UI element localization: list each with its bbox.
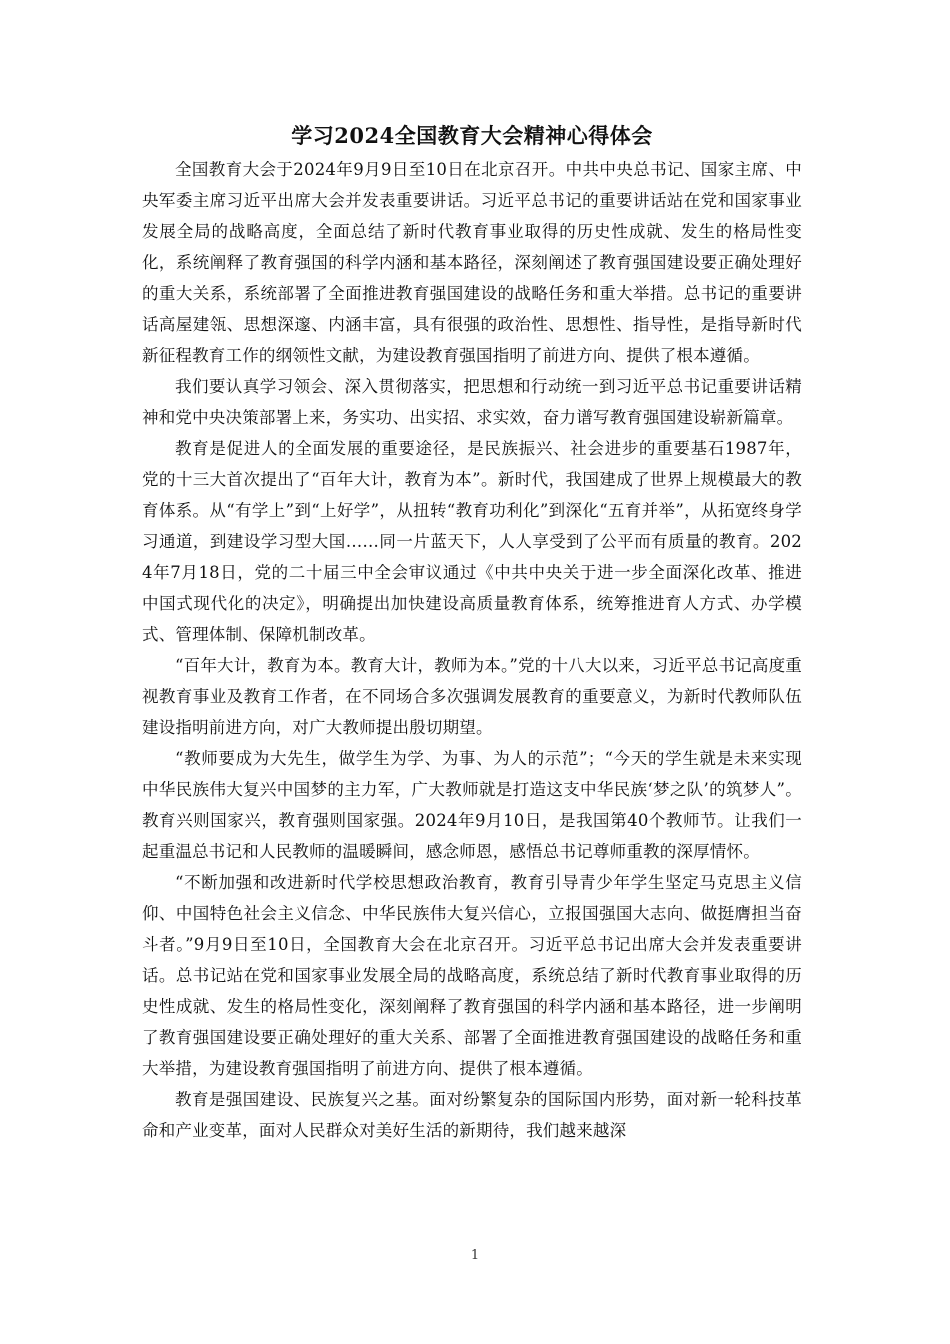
paragraph-3: 教育是促进人的全面发展的重要途径，是民族振兴、社会进步的重要基石1987年，党的十三大首次提出了“百年大计，教育为本”。新时代，我国建成了世界上规模最大的教育体系。从“有学上”到“上好学”，从扭转“教育功利化”到深化“五育并举”，从拓宽终身学习通道，到建设学习型大国……同一片蓝天下，人人享受到了公平而有质量的教育。2024年7月18日，党的二十届三中全会审议通过《中共中央关于进一步全面深化改革、推进中国式现代化的决定》，明确提出加快建设高质量教育体系，统筹推进育人方式、办学模式、管理体制、保障机制改革。 — [142, 439, 802, 644]
paragraph-6: “不断加强和改进新时代学校思想政治教育，教育引导青少年学生坚定马克思主义信仰、中国特色社会主义信念、中华民族伟大复兴信心，立报国强国大志向、做挺膺担当奋斗者。”9月9日至10日，全国教育大会在北京召开。习近平总书记出席大会并发表重要讲话。总书记站在党和国家事业发展全局的战略高度，系统总结了新时代教育事业取得的历史性成就、发生的格局性变化，深刻阐释了教育强国的科学内涵和基本路径，进一步阐明了教育强国建设要正确处理好的重大关系、部署了全面推进教育强国建设的战略任务和重大举措，为建设教育强国指明了前进方向、提供了根本遵循。 — [142, 873, 802, 1078]
paragraph-7: 教育是强国建设、民族复兴之基。面对纷繁复杂的国际国内形势，面对新一轮科技革命和产业变革，面对人民群众对美好生活的新期待，我们越来越深 — [142, 1090, 802, 1140]
document-title: 学习2024全国教育大会精神心得体会 — [291, 123, 653, 148]
paragraph-2: 我们要认真学习领会、深入贯彻落实，把思想和行动统一到习近平总书记重要讲话精神和党中央决策部署上来，务实功、出实招、求实效，奋力谱写教育强国建设崭新篇章。 — [142, 377, 802, 427]
page-number: 1 — [470, 1248, 480, 1263]
paragraph-1: 全国教育大会于2024年9月9日至10日在北京召开。中共中央总书记、国家主席、中央军委主席习近平出席大会并发表重要讲话。习近平总书记的重要讲话站在党和国家事业发展全局的战略高度，全面总结了新时代教育事业取得的历史性成就、发生的格局性变化，系统阐释了教育强国的科学内涵和基本路径，深刻阐述了教育强国建设要正确处理好的重大关系，系统部署了全面推进教育强国建设的战略任务和重大举措。总书记的重要讲话高屋建瓴、思想深邃、内涵丰富，具有很强的政治性、思想性、指导性，是指导新时代新征程教育工作的纲领性文献，为建设教育强国指明了前进方向、提供了根本遵循。 — [142, 160, 802, 365]
paragraph-5: “教师要成为大先生，做学生为学、为事、为人的示范”；“今天的学生就是未来实现中华民族伟大复兴中国梦的主力军，广大教师就是打造这支中华民族‘梦之队’的筑梦人”。教育兴则国家兴，教育强则国家强。2024年9月10日，是我国第40个教师节。让我们一起重温总书记和人民教师的温暖瞬间，感念师恩，感悟总书记尊师重教的深厚情怀。 — [142, 749, 802, 861]
paragraph-4: “百年大计，教育为本。教育大计，教师为本。”党的十八大以来，习近平总书记高度重视教育事业及教育工作者，在不同场合多次强调发展教育的重要意义，为新时代教师队伍建设指明前进方向，对广大教师提出殷切期望。 — [142, 656, 802, 737]
document-page — [142, 118, 802, 1146]
